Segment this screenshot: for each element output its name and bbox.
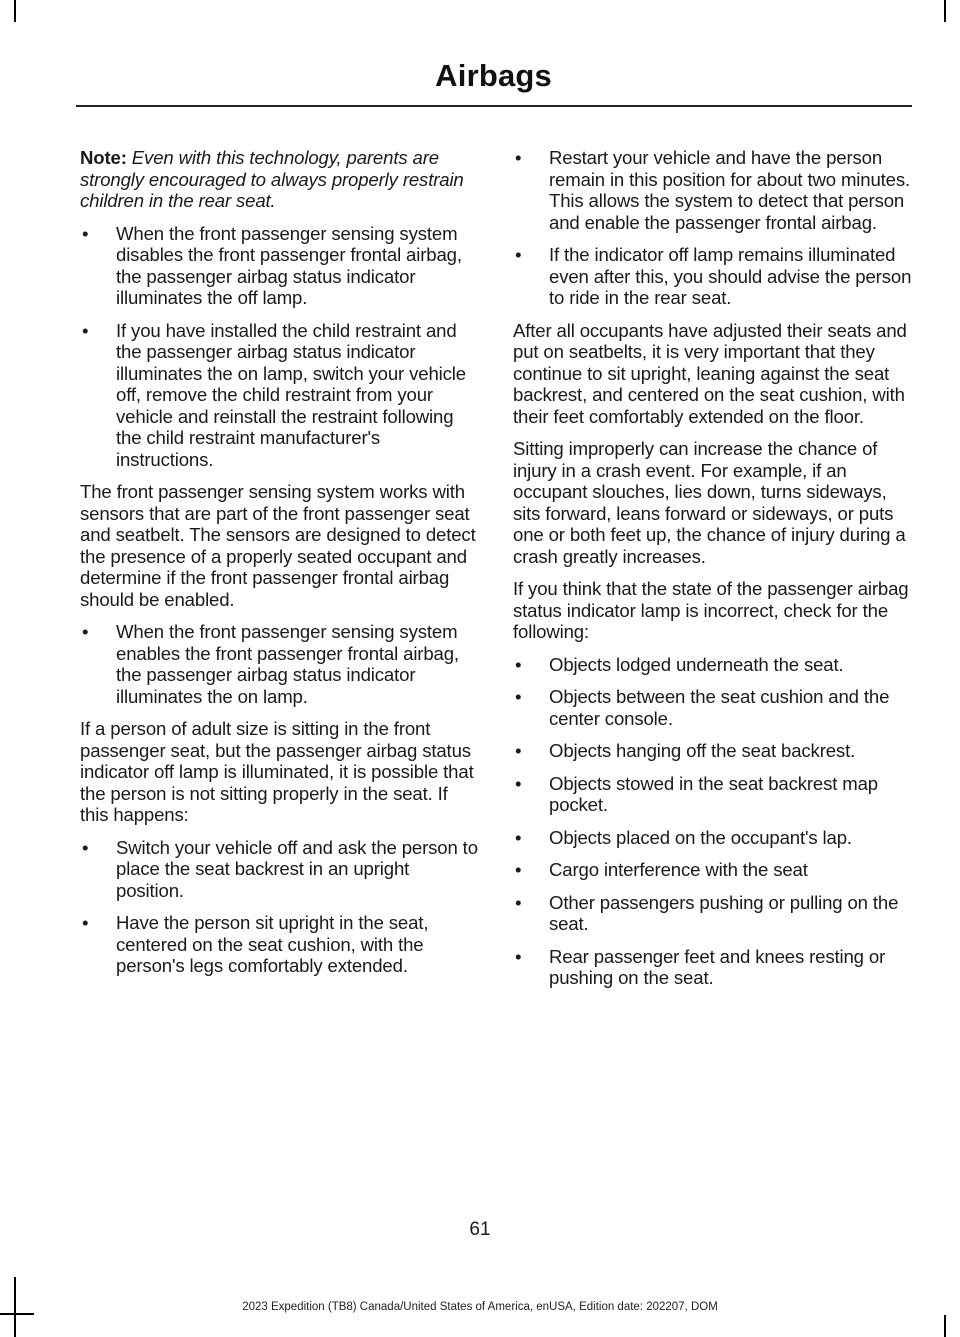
bullet-glyph: •: [515, 244, 522, 265]
bullet-glyph: •: [515, 945, 522, 967]
list-item-text: If you have installed the child restraint and the passenger airbag status indicator illuminates the on lamp, switch your vehicle off, remove the child restraint from your vehicle and reinstall the restraint following the child restraint manufacturer's instructions.: [116, 319, 466, 470]
bullet-list: [513, 147, 913, 309]
crop-mark-bottom-right: [944, 1315, 946, 1337]
header-divider: [76, 105, 912, 107]
bullet-glyph: •: [82, 836, 89, 858]
body-paragraph: Sitting improperly can increase the chance of injury in a crash event. For example, if an occupant slouches, lies down, turns sideways, sits forward, leans forward or sideways, or puts one or both feet up, the chance of injury during a crash greatly increases.: [513, 438, 906, 567]
page-title: Airbags: [435, 58, 552, 93]
list-item: [513, 892, 913, 935]
list-item-text: Have the person sit upright in the seat, centered on the seat cushion, with the person's legs comfortably extended.: [116, 912, 429, 976]
note-label: Note:: [80, 147, 127, 168]
crop-mark-bottom-left-horizontal: [0, 1313, 34, 1315]
list-item: [513, 147, 913, 233]
bullet-glyph: •: [82, 222, 89, 244]
crop-mark-top-left: [14, 0, 16, 22]
list-item-text: If the indicator off lamp remains illuminated even after this, you should advise the person to ride in the rear seat.: [549, 244, 912, 308]
list-item: [513, 740, 913, 762]
list-item: [513, 827, 913, 849]
bullet-glyph: •: [515, 859, 522, 880]
note-paragraph: [80, 147, 480, 212]
note-text: Even with this technology, parents are strongly encouraged to always properly restrain children in the rear seat.: [80, 147, 464, 211]
left-column: [80, 147, 480, 988]
bullet-glyph: •: [515, 891, 522, 913]
bullet-list: [513, 654, 913, 989]
list-item: [80, 621, 480, 707]
list-item: [80, 837, 480, 902]
list-item: [513, 654, 913, 676]
list-item: [513, 773, 913, 816]
body-paragraph: If a person of adult size is sitting in the front passenger seat, but the passenger airbag status indicator off lamp is illuminated, it is possible that the person is not sitting properly in the seat. If this happens:: [80, 718, 474, 825]
body-paragraph: The front passenger sensing system works with sensors that are part of the front passenger seat and seatbelt. The sensors are designed to detect the presence of a properly seated occupant and determine if the front passenger frontal airbag should be enabled.: [80, 481, 476, 610]
list-item-text: Switch your vehicle off and ask the person to place the seat backrest in an upright position.: [116, 836, 478, 901]
body-paragraph: After all occupants have adjusted their seats and put on seatbelts, it is very important that they continue to sit upright, leaning against the seat backrest, and centered on the seat cushion, with their feet comfortably extended on the floor.: [513, 319, 907, 427]
bullet-glyph: •: [515, 147, 522, 168]
page-number: 61: [469, 1219, 491, 1240]
list-item: [513, 946, 913, 989]
list-item-text: Cargo interference with the seat: [549, 859, 808, 880]
list-item-text: Objects hanging off the seat backrest.: [549, 740, 856, 761]
bullet-list: [80, 621, 480, 707]
footer-edition-text: 2023 Expedition (TB8) Canada/United States of America, enUSA, Edition date: 202207, DOM: [242, 1301, 718, 1313]
list-item: [513, 859, 913, 881]
list-item: [80, 223, 480, 309]
list-item: [513, 244, 913, 309]
list-item: [80, 320, 480, 471]
list-item-text: When the front passenger sensing system disables the front passenger frontal airbag, the passenger airbag status indicator illuminates the off lamp.: [116, 222, 462, 308]
list-item-text: Objects stowed in the seat backrest map pocket.: [549, 772, 879, 815]
list-item-text: Objects between the seat cushion and the center console.: [549, 686, 890, 729]
bullet-glyph: •: [515, 826, 522, 848]
list-item-text: Restart your vehicle and have the person remain in this position for about two minutes. This allows the system to detect that person and enable the passenger frontal airbag.: [549, 147, 911, 233]
body-paragraph: If you think that the state of the passenger airbag status indicator lamp is incorrect, check for the following:: [513, 578, 909, 642]
bullet-glyph: •: [82, 319, 89, 341]
crop-mark-top-right: [944, 0, 946, 22]
list-item: [80, 912, 480, 977]
bullet-list: [80, 837, 480, 977]
list-item-text: When the front passenger sensing system enables the front passenger frontal airbag, the passenger airbag status indicator illuminates the on lamp.: [116, 621, 459, 707]
bullet-glyph: •: [82, 912, 89, 933]
bullet-glyph: •: [515, 772, 522, 794]
list-item-text: Objects placed on the occupant's lap.: [549, 826, 852, 848]
bullet-glyph: •: [82, 621, 89, 642]
list-item-text: Other passengers pushing or pulling on the seat.: [549, 891, 899, 934]
right-column: [513, 147, 913, 1000]
bullet-glyph: •: [515, 686, 522, 707]
list-item-text: Rear passenger feet and knees resting or pushing on the seat.: [549, 945, 886, 988]
bullet-list: [80, 223, 480, 471]
bullet-glyph: •: [515, 653, 522, 675]
list-item: [513, 686, 913, 729]
bullet-glyph: •: [515, 740, 522, 761]
list-item-text: Objects lodged underneath the seat.: [549, 653, 844, 675]
